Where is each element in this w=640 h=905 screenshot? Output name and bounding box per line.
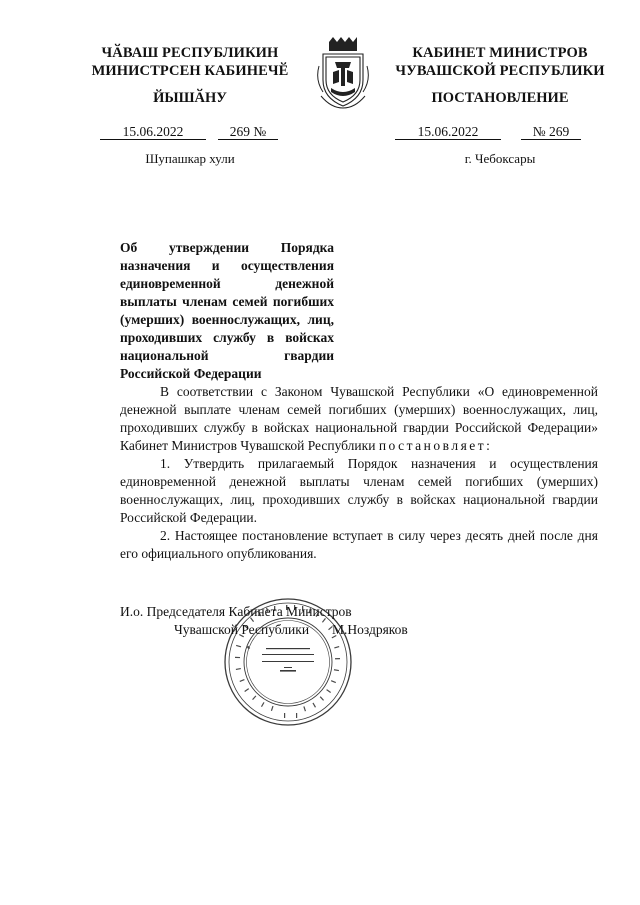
signature-name: М.Ноздряков (332, 622, 408, 637)
document-body (120, 383, 598, 563)
header-right-line2: ЧУВАШСКОЙ РЕСПУБЛИКИ (395, 63, 605, 79)
header-right-number: № 269 (521, 124, 581, 140)
header-right-org (385, 44, 615, 80)
header-right-date: 15.06.2022 (395, 124, 501, 140)
header-left-number: 269 № (218, 124, 278, 140)
body-resolves: постановляет: (378, 438, 493, 453)
header-left-org (80, 44, 300, 80)
coat-of-arms-icon (315, 36, 371, 110)
signature-line-2: Чувашской Республики (174, 622, 310, 637)
body-item-1: 1. Утвердить прилагаемый Порядок назначения и осуществления единовременной денежной выплаты членам семей погибших (умерших) военнослужащих, лиц, проходивших службу в войсках национальной гвардии Российской Федерации. (120, 456, 598, 525)
header-right-number-row (0, 124, 640, 144)
body-preamble: В соответствии с Законом Чувашской Республики «О единовременной денежной выплате членам семей погибших (умерших) военнослужащих, лиц, проходивших службу в войсках национальной гвардии Российской Федерации» Кабинет Министров Чувашской Республики постановляет: (120, 384, 598, 453)
header-right-line1: КАБИНЕТ МИНИСТРОВ (412, 45, 588, 61)
header-left-line2: МИНИСТРСЕН КАБИНЕЧӖ (91, 63, 289, 79)
header-left-date: 15.06.2022 (100, 124, 206, 140)
body-item-2: 2. Настоящее постановление вступает в силу через десять дней после дня его официального опубликования. (120, 528, 598, 561)
header-left-place: Шупашкар хули (145, 151, 235, 166)
header-right-place: г. Чебоксары (464, 151, 536, 166)
header-right-doc-type: ПОСТАНОВЛЕНИЕ (431, 90, 569, 106)
header-left-line1: ЧӐВАШ РЕСПУБЛИКИН (101, 45, 279, 61)
header-left-doc-type: ЙЫШӐНУ (153, 90, 227, 106)
document-subject: Об утверждении Порядка назначения и осуществления единовременной денежной выплаты членам семей погибших (умерших) военнослужащих, лиц, проходивших службу в войсках национальной гвардии Российской Федерации (120, 240, 334, 381)
signature-line-1: И.о. Председателя Кабинета Министров (120, 604, 352, 619)
